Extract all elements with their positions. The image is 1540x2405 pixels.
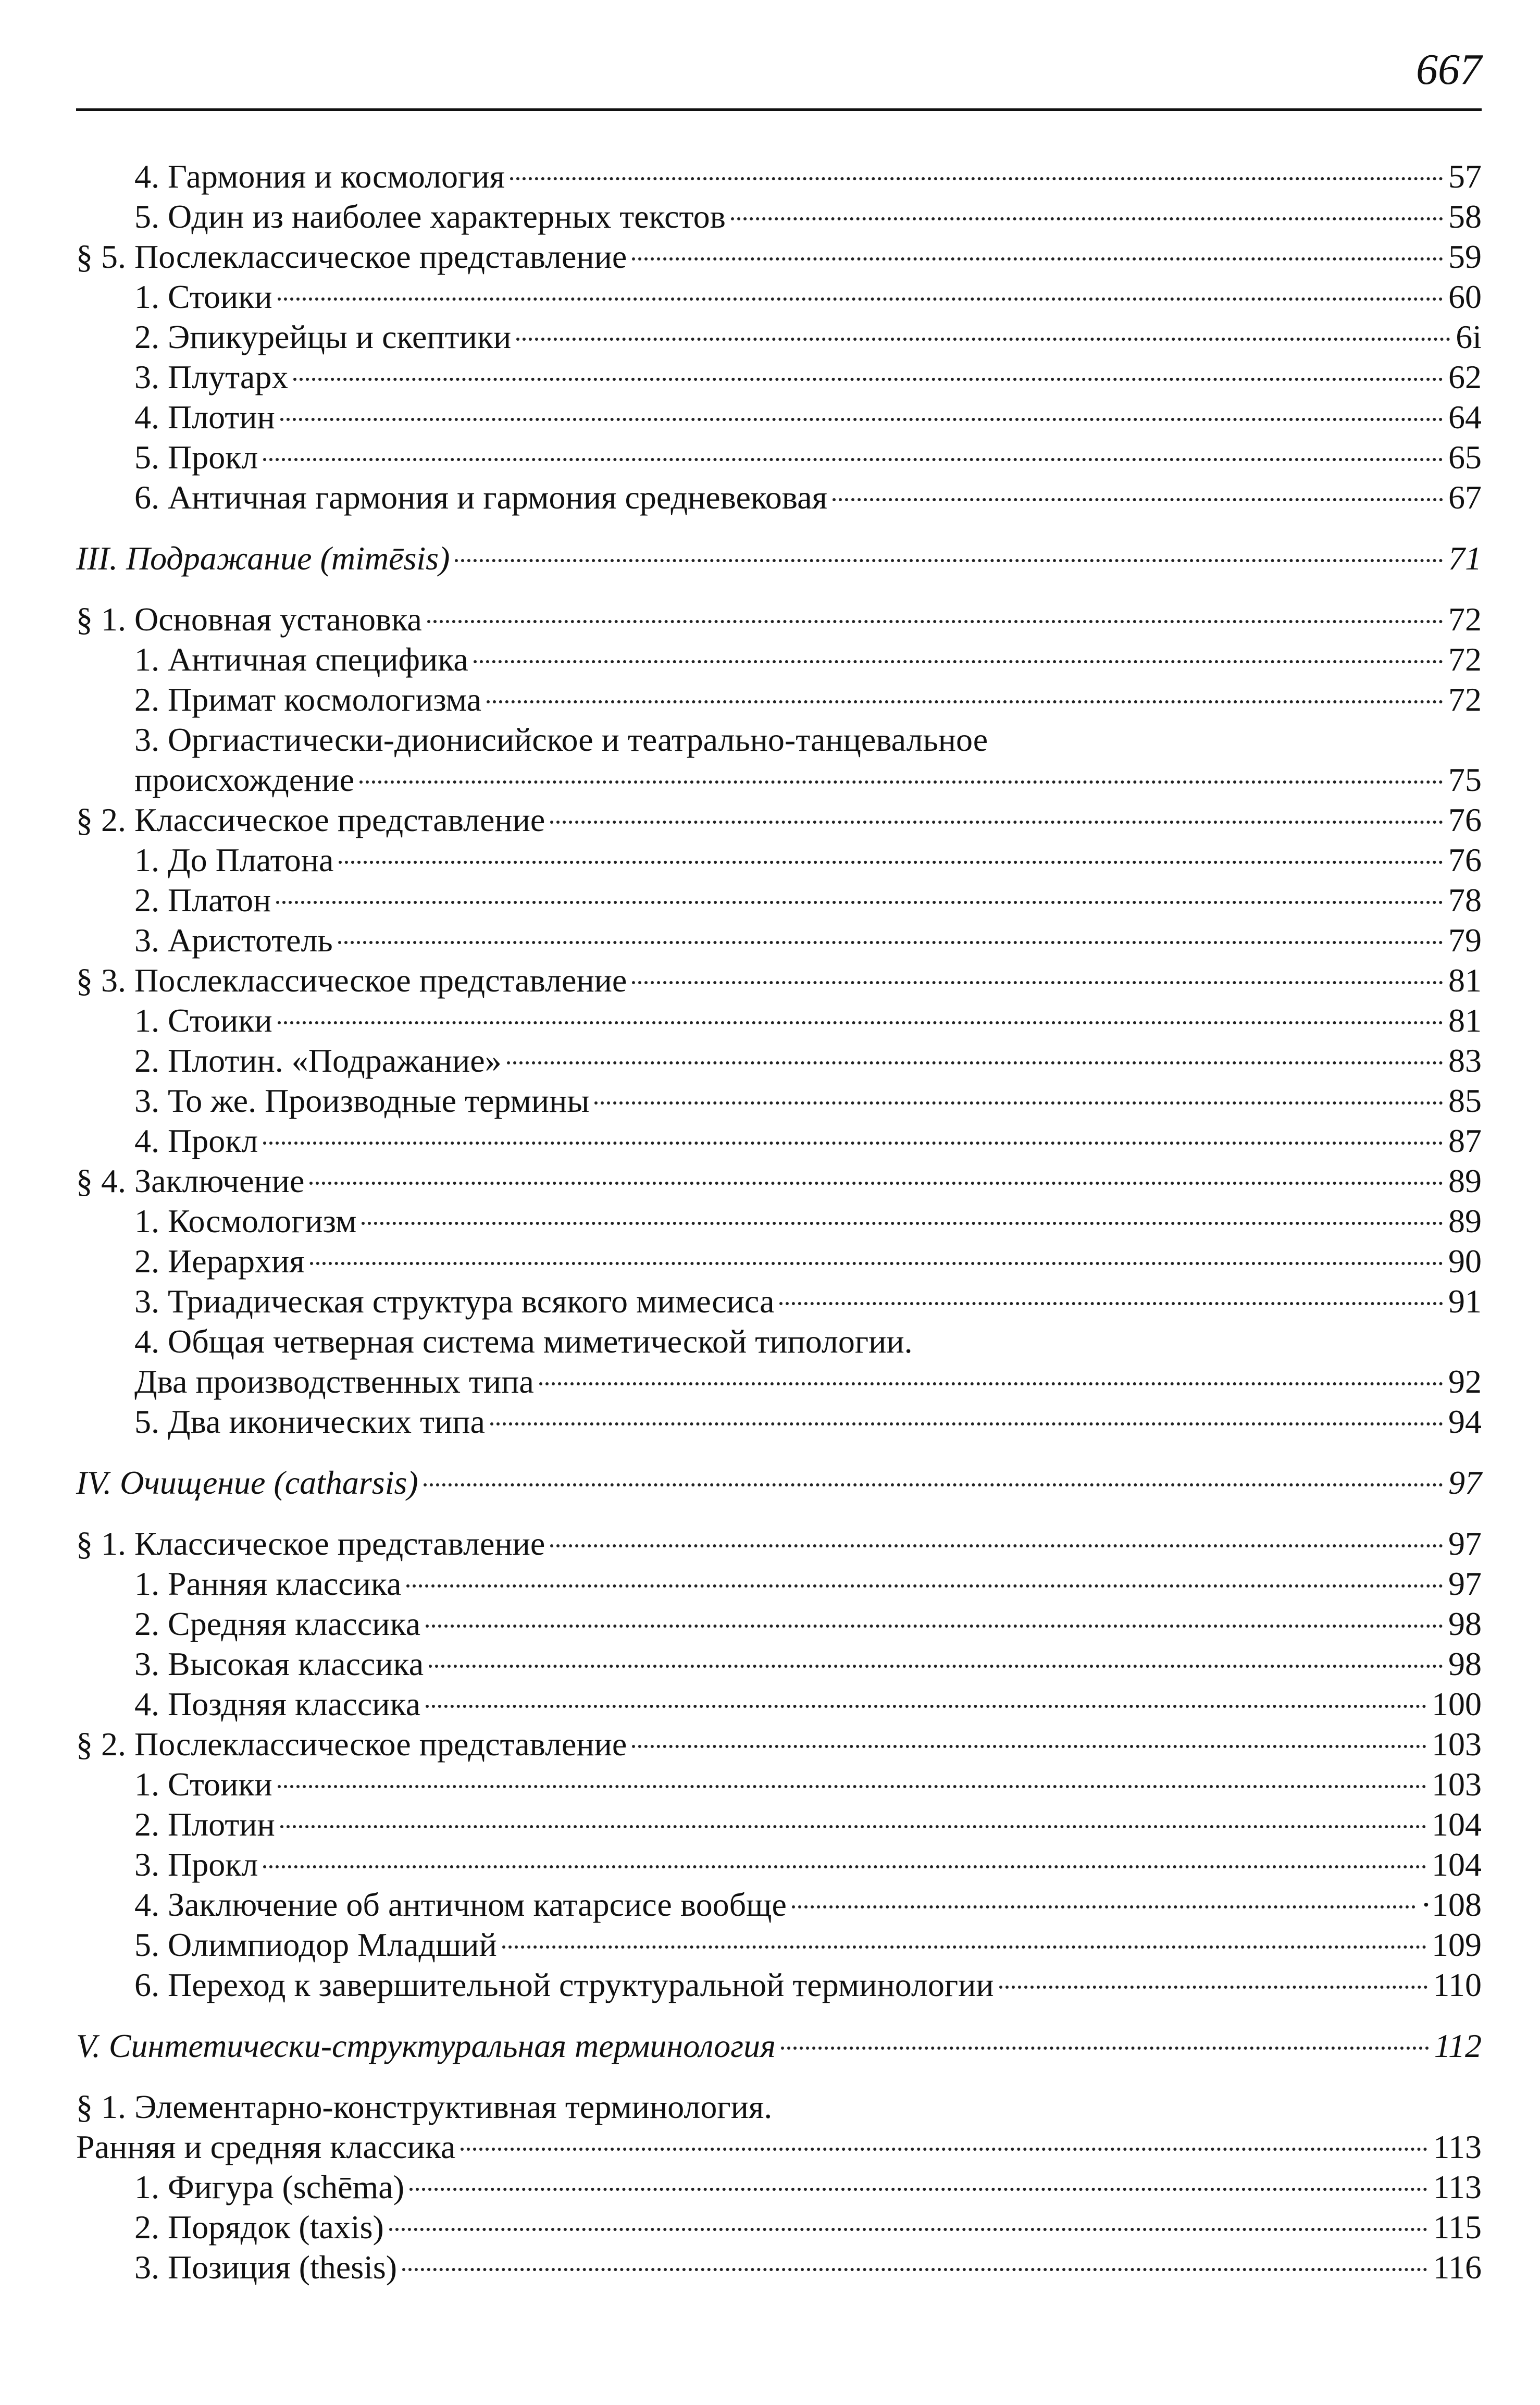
toc-entry-label: 1. Стоики <box>134 278 272 315</box>
table-of-contents <box>76 156 1482 2287</box>
dot-leader <box>402 2268 1427 2271</box>
toc-entry-label: 2. Порядок (taxis) <box>134 2209 384 2246</box>
dot-leader <box>490 1422 1443 1425</box>
toc-entry-page: 113 <box>1433 2168 1482 2205</box>
toc-entry-label: § 2. Послеклассическое представление <box>76 1726 627 1763</box>
toc-entry-page: 103 <box>1432 1726 1482 1763</box>
toc-entry-label: 2. Эпикурейцы и скептики <box>134 318 512 355</box>
dot-leader <box>792 1905 1415 1908</box>
toc-entry-page: 6i <box>1456 318 1482 355</box>
toc-entry <box>76 840 1482 880</box>
toc-entry-label: 4. Прокл <box>134 1122 258 1159</box>
toc-entry-page: 62 <box>1448 358 1482 395</box>
dot-leader <box>487 700 1443 703</box>
toc-entry-label: происхождение <box>134 761 355 798</box>
toc-entry-label: § 4. Заключение <box>76 1162 305 1199</box>
toc-entry-page: 57 <box>1448 158 1482 195</box>
toc-entry-page: 116 <box>1433 2249 1482 2286</box>
toc-entry-page: 87 <box>1448 1122 1482 1159</box>
dot-leader <box>455 559 1443 562</box>
dot-leader <box>280 1825 1426 1828</box>
toc-entry-page: 97 <box>1448 1565 1482 1602</box>
toc-entry <box>76 1361 1482 1402</box>
toc-section-entry <box>76 237 1482 277</box>
toc-entry-label: 2. Средняя классика <box>134 1605 420 1642</box>
toc-entry <box>76 2247 1482 2287</box>
toc-entry-label: 1. Ранняя классика <box>134 1565 402 1602</box>
dot-leader <box>263 458 1443 461</box>
toc-entry <box>76 1040 1482 1081</box>
toc-entry-label: 3. Плутарх <box>134 358 289 395</box>
toc-entry-page: 103 <box>1432 1766 1482 1803</box>
toc-entry <box>76 437 1482 477</box>
toc-entry <box>76 1564 1482 1604</box>
toc-entry-page: 72 <box>1448 601 1482 638</box>
toc-entry-page: 64 <box>1448 399 1482 436</box>
toc-part-heading <box>76 538 1482 578</box>
toc-entry <box>76 277 1482 317</box>
dot-leader <box>280 418 1443 421</box>
toc-section-entry <box>76 960 1482 1000</box>
toc-section-entry <box>76 1161 1482 1201</box>
dot-leader <box>461 2148 1427 2151</box>
dot-leader <box>510 177 1443 180</box>
toc-entry-label: 4. Плотин <box>134 399 275 436</box>
dot-leader <box>731 217 1443 220</box>
toc-entry-label: 1. Фигура (schēma) <box>134 2168 404 2205</box>
toc-entry-page: 75 <box>1448 761 1482 798</box>
toc-entry-label: V. Синтетически-структуральная терминология <box>76 2027 776 2064</box>
toc-entry-page: 94 <box>1448 1403 1482 1440</box>
toc-entry-page: 112 <box>1434 2027 1482 2064</box>
toc-entry-label: 4. Поздняя классика <box>134 1685 421 1722</box>
toc-entry-page: 115 <box>1433 2209 1482 2246</box>
toc-entry-label: § 1. Элементарно-конструктивная терминология. <box>76 2088 773 2125</box>
toc-entry-label: 1. До Платона <box>134 841 334 878</box>
dot-leader <box>276 901 1443 904</box>
toc-entry <box>76 2167 1482 2207</box>
toc-entry-label: 2. Иерархия <box>134 1243 305 1280</box>
dot-leader <box>406 1584 1443 1588</box>
toc-entry-page: 110 <box>1433 1966 1482 2003</box>
dot-leader <box>779 1302 1443 1305</box>
toc-entry-label: IV. Очищение (catharsis) <box>76 1464 418 1501</box>
dot-leader <box>338 941 1443 944</box>
dot-leader <box>359 780 1443 784</box>
dot-leader <box>632 1745 1426 1748</box>
toc-entry-label: 2. Плотин. «Подражание» <box>134 1042 502 1079</box>
toc-section-entry <box>76 599 1482 639</box>
toc-entry <box>76 1844 1482 1885</box>
toc-entry-page: 67 <box>1448 479 1482 516</box>
toc-entry-label: 4. Гармония и космология <box>134 158 505 195</box>
toc-entry-label: 3. Аристотель <box>134 922 333 959</box>
toc-entry <box>76 1965 1482 2005</box>
toc-entry-label: 5. Прокл <box>134 439 258 476</box>
toc-entry-page: 65 <box>1448 439 1482 476</box>
dot-leader <box>474 660 1443 663</box>
dot-leader <box>999 1986 1428 1989</box>
toc-entry-page: 104 <box>1432 1806 1482 1843</box>
toc-entry-page: 98 <box>1448 1605 1482 1642</box>
toc-entry-page: 59 <box>1448 238 1482 275</box>
toc-entry-page: 58 <box>1448 198 1482 235</box>
toc-entry <box>76 920 1482 960</box>
toc-entry-page: 91 <box>1448 1283 1482 1320</box>
toc-entry-label: 1. Стоики <box>134 1002 272 1039</box>
toc-entry-page: 100 <box>1432 1685 1482 1722</box>
toc-entry-label: 3. Высокая классика <box>134 1645 424 1682</box>
dot-leader <box>278 297 1443 301</box>
dot-leader <box>502 1945 1426 1949</box>
dot-leader <box>632 981 1443 984</box>
toc-entry <box>76 1604 1482 1644</box>
toc-entry-page: 76 <box>1448 801 1482 838</box>
toc-entry <box>76 1281 1482 1321</box>
toc-entry <box>76 1201 1482 1241</box>
toc-entry <box>76 1081 1482 1121</box>
toc-entry <box>76 1321 1482 1361</box>
dot-leader <box>409 2188 1427 2191</box>
dot-leader <box>389 2228 1428 2231</box>
toc-entry-page: 81 <box>1448 962 1482 999</box>
toc-entry-label: 5. Один из наиболее характерных текстов <box>134 198 726 235</box>
toc-entry-label: § 1. Основная установка <box>76 601 422 638</box>
header-rule <box>76 108 1482 111</box>
dot-leader <box>424 1483 1443 1486</box>
dot-leader <box>507 1061 1443 1064</box>
dot-leader <box>339 861 1443 864</box>
dot-leader <box>632 257 1443 261</box>
toc-entry-page: 78 <box>1448 882 1482 919</box>
toc-entry-label: 4. Заключение об античном катарсисе вообще <box>134 1886 787 1923</box>
dot-leader <box>833 498 1443 501</box>
toc-entry <box>76 1764 1482 1804</box>
dot-leader <box>426 1705 1426 1708</box>
dot-leader <box>310 1262 1443 1265</box>
toc-entry-page: 113 <box>1433 2128 1482 2165</box>
toc-entry-label: 2. Плотин <box>134 1806 275 1843</box>
toc-entry <box>76 317 1482 357</box>
toc-entry <box>76 477 1482 517</box>
toc-entry-label: § 1. Классическое представление <box>76 1525 545 1562</box>
toc-entry-page: 79 <box>1448 922 1482 959</box>
toc-entry-page: 97 <box>1448 1464 1482 1501</box>
toc-entry-label: 3. Триадическая структура всякого мимесиса <box>134 1283 775 1320</box>
toc-entry-label: 3. Прокл <box>134 1846 258 1883</box>
page-number: 667 <box>1416 45 1482 94</box>
toc-entry-label: § 3. Послеклассическое представление <box>76 962 627 999</box>
toc-entry-label: 6. Античная гармония и гармония средневековая <box>134 479 827 516</box>
dot-leader <box>278 1021 1443 1024</box>
toc-entry <box>76 679 1482 720</box>
dot-leader <box>263 1142 1443 1145</box>
toc-entry-label: III. Подражание (mimēsis) <box>76 540 450 577</box>
toc-part-heading <box>76 2026 1482 2066</box>
toc-entry <box>76 357 1482 397</box>
toc-entry-page: 92 <box>1448 1363 1482 1400</box>
dot-leader <box>293 378 1443 381</box>
toc-entry <box>76 196 1482 237</box>
toc-entry-label: 3. Оргиастически-дионисийское и театрально-танцевальное <box>134 721 988 758</box>
toc-entry <box>76 1885 1482 1925</box>
toc-entry-page: 72 <box>1448 681 1482 718</box>
toc-entry-page: 76 <box>1448 841 1482 878</box>
toc-entry-page: 72 <box>1448 641 1482 678</box>
toc-entry-label: 1. Стоики <box>134 1766 272 1803</box>
toc-entry-page: 97 <box>1448 1525 1482 1562</box>
toc-entry <box>76 1925 1482 1965</box>
toc-entry-page: 89 <box>1448 1202 1482 1239</box>
dot-leader <box>427 620 1443 623</box>
toc-entry <box>76 720 1482 760</box>
toc-entry-page: 89 <box>1448 1162 1482 1199</box>
dot-leader <box>550 821 1443 824</box>
toc-entry-label: 3. Позиция (thesis) <box>134 2249 398 2286</box>
dot-leader <box>429 1665 1443 1668</box>
toc-entry <box>76 880 1482 920</box>
toc-entry-label: 2. Платон <box>134 882 271 919</box>
toc-entry-label: 5. Олимпиодор Младший <box>134 1926 497 1963</box>
dot-leader <box>263 1865 1426 1868</box>
toc-entry <box>76 1684 1482 1724</box>
toc-entry-page: 71 <box>1448 540 1482 577</box>
toc-section-entry <box>76 1724 1482 1764</box>
dot-leader <box>426 1625 1443 1628</box>
toc-entry-page: 109 <box>1432 1926 1482 1963</box>
toc-entry-page: 90 <box>1448 1243 1482 1280</box>
toc-entry-label: 1. Космологизм <box>134 1202 357 1239</box>
toc-entry-label: 2. Примат космологизма <box>134 681 482 718</box>
dot-leader <box>278 1785 1426 1788</box>
toc-entry <box>76 156 1482 196</box>
toc-entry-label: Ранняя и средняя классика <box>76 2128 456 2165</box>
toc-entry <box>76 1804 1482 1844</box>
toc-section-entry <box>76 1523 1482 1564</box>
toc-entry-label: 4. Общая четверная система миметической типологии. <box>134 1323 913 1360</box>
toc-entry <box>76 1000 1482 1040</box>
toc-entry-label: 6. Переход к завершительной структуральной терминологии <box>134 1966 994 2003</box>
toc-section-entry <box>76 800 1482 840</box>
toc-entry <box>76 1644 1482 1684</box>
toc-entry-label: § 5. Послеклассическое представление <box>76 238 627 275</box>
toc-entry <box>76 1241 1482 1281</box>
toc-entry-label: § 2. Классическое представление <box>76 801 545 838</box>
toc-part-heading <box>76 1462 1482 1503</box>
toc-entry-page: 98 <box>1448 1645 1482 1682</box>
dot-leader <box>550 1544 1443 1547</box>
toc-entry-page: ·108 <box>1420 1886 1482 1923</box>
toc-entry <box>76 1402 1482 1442</box>
dot-leader <box>516 338 1450 341</box>
toc-entry-label: 5. Два иконических типа <box>134 1403 485 1440</box>
toc-section-entry <box>76 2087 1482 2127</box>
toc-entry-page: 83 <box>1448 1042 1482 1079</box>
dot-leader <box>362 1222 1443 1225</box>
toc-entry <box>76 397 1482 437</box>
toc-entry-label: Два производственных типа <box>134 1363 534 1400</box>
dot-leader <box>309 1182 1443 1185</box>
dot-leader <box>594 1101 1443 1105</box>
toc-entry-label: 1. Античная специфика <box>134 641 468 678</box>
dot-leader <box>539 1382 1443 1385</box>
toc-entry-page: 85 <box>1448 1082 1482 1119</box>
toc-entry <box>76 760 1482 800</box>
toc-entry <box>76 2207 1482 2247</box>
toc-entry-page: 60 <box>1448 278 1482 315</box>
toc-entry-page: 104 <box>1432 1846 1482 1883</box>
dot-leader <box>781 2047 1429 2050</box>
toc-entry <box>76 639 1482 679</box>
toc-entry-page: 81 <box>1448 1002 1482 1039</box>
toc-section-entry <box>76 2127 1482 2167</box>
toc-entry-label: 3. То же. Производные термины <box>134 1082 590 1119</box>
toc-entry <box>76 1121 1482 1161</box>
